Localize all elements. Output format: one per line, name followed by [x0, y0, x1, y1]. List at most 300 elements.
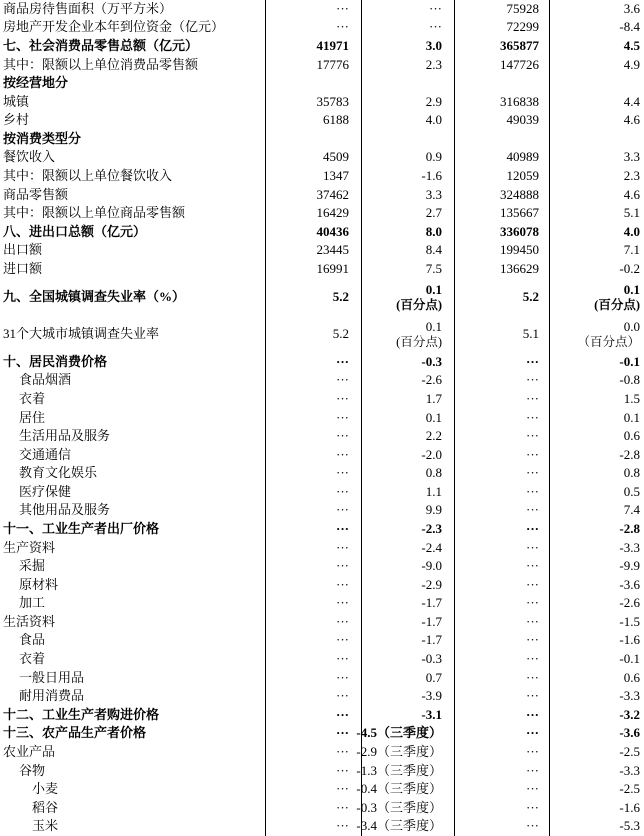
value-cell-1 [266, 93, 362, 112]
cell-value: -5.3 [619, 818, 640, 834]
table-row [0, 799, 644, 818]
cell-value: 35783 [316, 93, 349, 109]
cell-value: 49039 [506, 112, 539, 128]
cell-value: 4509 [323, 149, 349, 165]
cell-value: ··· [336, 799, 349, 815]
value-cell-2 [362, 669, 455, 688]
cell-value: ··· [336, 428, 349, 444]
row-label: 交通通信 [0, 446, 266, 465]
value-cell-1 [266, 409, 362, 428]
cell-value: ··· [526, 446, 539, 462]
table-row [0, 632, 644, 651]
cell-value: 16991 [316, 260, 349, 276]
cell-value: ··· [526, 688, 539, 704]
table-row [0, 427, 644, 446]
cell-value: ··· [336, 446, 349, 462]
value-cell-3 [455, 279, 550, 316]
cell-value: 2.3 [425, 56, 442, 72]
cell-value: ··· [526, 595, 539, 611]
value-cell-4 [550, 242, 644, 261]
row-label: 生产资料 [0, 539, 266, 558]
value-cell-2 [356, 780, 455, 799]
cell-value: ··· [336, 0, 349, 16]
cell-value: ··· [335, 521, 349, 536]
cell-value: -3.3 [619, 688, 640, 704]
value-cell-1 [266, 316, 362, 353]
value-cell-2 [362, 427, 455, 446]
table-row [0, 669, 644, 688]
value-cell-1 [266, 74, 362, 93]
value-cell-3 [455, 650, 550, 669]
row-label: 乡村 [0, 111, 266, 130]
row-label: 教育文化娱乐 [0, 464, 266, 483]
cell-value: ··· [336, 613, 349, 629]
value-cell-2 [362, 260, 455, 279]
value-cell-1 [266, 204, 362, 223]
table-row [0, 167, 644, 186]
cell-value: ··· [526, 502, 539, 518]
value-cell-3 [455, 780, 550, 799]
cell-value: ··· [526, 818, 539, 834]
row-label: 其他用品及服务 [0, 502, 266, 521]
value-cell-3 [455, 390, 550, 409]
value-cell-1 [266, 780, 362, 799]
value-cell-2 [362, 557, 455, 576]
table-row [0, 520, 644, 539]
cell-value: -0.3 [421, 651, 442, 667]
cell-value: ··· [526, 465, 539, 481]
value-cell-3 [455, 520, 550, 539]
value-cell-4 [550, 650, 644, 669]
cell-value: ··· [526, 781, 539, 797]
table-row [0, 242, 644, 261]
value-cell-2 [362, 279, 455, 316]
value-cell-4 [550, 390, 644, 409]
value-cell-2 [362, 613, 455, 632]
table-row [0, 37, 644, 56]
cell-value: 4.5 [623, 37, 640, 53]
value-cell-2 [362, 632, 455, 651]
value-cell-4 [550, 613, 644, 632]
value-cell-2 [356, 817, 455, 836]
value-cell-3 [455, 706, 550, 725]
cell-value: -1.5 [619, 613, 640, 629]
value-cell-1 [266, 167, 362, 186]
value-cell-4 [550, 204, 644, 223]
value-cell-4 [550, 409, 644, 428]
cell-value: ··· [526, 651, 539, 667]
value-cell-1 [266, 37, 362, 56]
cell-value: 0.9 [425, 149, 442, 165]
row-label: 餐饮收入 [0, 149, 266, 168]
value-cell-4 [550, 223, 644, 242]
value-cell-1 [266, 242, 362, 261]
value-cell-1 [266, 19, 362, 38]
table-row [0, 725, 644, 744]
cell-value: 5.2 [332, 325, 349, 341]
value-cell-1 [266, 483, 362, 502]
cell-value: -2.6 [619, 595, 640, 611]
cell-value: 3.6 [623, 0, 640, 16]
value-cell-4 [550, 483, 644, 502]
cell-value: 2.2 [425, 428, 442, 444]
value-cell-2 [362, 130, 455, 149]
table-row [0, 557, 644, 576]
value-cell-3 [455, 223, 550, 242]
cell-value: 4.0 [425, 112, 442, 128]
cell-value: 0.7 [425, 669, 442, 685]
value-cell-2 [362, 650, 455, 669]
value-cell-4 [550, 446, 644, 465]
cell-value: ··· [525, 353, 539, 369]
row-label: 小麦 [0, 780, 266, 799]
value-cell-2 [362, 576, 455, 595]
value-cell-2 [362, 316, 455, 353]
row-label: 采掘 [0, 557, 266, 576]
value-cell-4 [550, 186, 644, 205]
value-cell-2 [362, 19, 455, 38]
table-row [0, 0, 644, 19]
cell-value: 1.1 [425, 483, 442, 499]
cell-value: -9.9 [619, 558, 640, 574]
value-cell-4 [550, 427, 644, 446]
cell-value: 0.5 [623, 483, 640, 499]
row-label: 居住 [0, 409, 266, 428]
table-row [0, 613, 644, 632]
cell-value: -4.5（三季度） [356, 725, 442, 741]
cell-value: 0.8 [425, 465, 442, 481]
value-cell-3 [455, 539, 550, 558]
value-cell-1 [266, 464, 362, 483]
value-cell-4 [550, 372, 644, 391]
cell-value: -1.3（三季度） [356, 762, 442, 778]
value-cell-3 [455, 37, 550, 56]
cell-value: ··· [526, 743, 539, 759]
cell-value: 3.3 [425, 186, 442, 202]
cell-value: 0.1 [425, 409, 442, 425]
value-cell-4 [550, 74, 644, 93]
table-row [0, 390, 644, 409]
value-cell-3 [455, 725, 550, 744]
cell-value: 5.1 [522, 325, 539, 341]
table-row [0, 464, 644, 483]
value-cell-1 [266, 669, 362, 688]
value-cell-3 [455, 576, 550, 595]
cell-value: -0.4（三季度） [356, 781, 442, 797]
cell-value: ··· [336, 19, 349, 35]
cell-value: ··· [526, 558, 539, 574]
cell-value: 40436 [316, 223, 349, 239]
value-cell-3 [455, 149, 550, 168]
value-cell-2 [362, 520, 455, 539]
table-row [0, 502, 644, 521]
cell-value: ··· [526, 762, 539, 778]
cell-value: ··· [336, 743, 349, 759]
row-label: 十二、工业生产者购进价格 [0, 706, 266, 725]
cell-value: -1.6 [421, 168, 442, 184]
cell-value: 0.1 [425, 318, 442, 334]
cell-value: ··· [336, 781, 349, 797]
value-cell-4 [550, 167, 644, 186]
value-cell-4 [550, 260, 644, 279]
cell-value: -2.6 [421, 372, 442, 388]
value-cell-1 [266, 799, 362, 818]
value-cell-1 [266, 390, 362, 409]
table-row [0, 353, 644, 372]
cell-value: 1.5 [623, 390, 640, 406]
cell-value: 0.1 [623, 409, 640, 425]
cell-value: ··· [336, 483, 349, 499]
row-label: 十一、工业生产者出厂价格 [0, 520, 266, 539]
value-cell-3 [455, 427, 550, 446]
table-row [0, 223, 644, 242]
value-cell-3 [455, 111, 550, 130]
row-label: 八、进出口总额（亿元） [0, 223, 266, 242]
value-cell-2 [362, 223, 455, 242]
cell-value: -3.3 [619, 539, 640, 555]
cell-value: -2.9（三季度） [356, 743, 442, 759]
cell-value: -0.1 [619, 651, 640, 667]
table-row [0, 817, 644, 836]
table-row [0, 74, 644, 93]
value-cell-4 [550, 130, 644, 149]
cell-value: ··· [526, 613, 539, 629]
cell-value: ··· [336, 558, 349, 574]
cell-value: 5.2 [522, 288, 539, 304]
cell-value: 2.9 [425, 93, 442, 109]
table-row [0, 260, 644, 279]
value-cell-1 [266, 557, 362, 576]
value-cell-3 [455, 74, 550, 93]
value-cell-2 [362, 111, 455, 130]
value-cell-3 [455, 204, 550, 223]
value-cell-4 [550, 316, 644, 353]
cell-value: ··· [336, 818, 349, 834]
table-row [0, 93, 644, 112]
cell-value: -3.1 [421, 706, 442, 722]
value-cell-3 [455, 260, 550, 279]
value-cell-3 [455, 464, 550, 483]
cell-value: 40989 [506, 149, 539, 165]
row-label: 生活资料 [0, 613, 266, 632]
value-cell-4 [550, 743, 644, 762]
value-cell-2 [362, 56, 455, 75]
value-cell-1 [266, 186, 362, 205]
value-cell-1 [266, 632, 362, 651]
cell-value: -1.7 [421, 632, 442, 648]
cell-value: 72299 [506, 19, 539, 35]
cell-value: -2.5 [619, 743, 640, 759]
value-cell-3 [455, 762, 550, 781]
cell-value: ··· [336, 539, 349, 555]
value-cell-3 [455, 372, 550, 391]
cell-value: 136629 [500, 260, 539, 276]
table-row [0, 372, 644, 391]
value-cell-1 [266, 56, 362, 75]
cell-value: ··· [525, 706, 539, 722]
cell-value: 365877 [500, 37, 539, 53]
cell-value: ··· [526, 539, 539, 555]
value-cell-2 [362, 0, 455, 19]
value-cell-2 [356, 799, 455, 818]
value-cell-2 [362, 539, 455, 558]
value-cell-4 [550, 502, 644, 521]
value-cell-4 [550, 539, 644, 558]
cell-value: -0.3 [421, 353, 442, 369]
table-row [0, 56, 644, 75]
value-cell-2 [362, 167, 455, 186]
cell-value: -3.2 [619, 706, 640, 722]
row-label: 其中：限额以上单位餐饮收入 [0, 167, 266, 186]
cell-value: -2.8 [619, 521, 640, 536]
cell-unit-note: (百分点) [396, 297, 442, 312]
table-row [0, 762, 644, 781]
cell-value: -2.3 [421, 521, 442, 536]
value-cell-3 [455, 613, 550, 632]
value-cell-1 [266, 613, 362, 632]
row-label: 十、居民消费价格 [0, 353, 266, 372]
value-cell-2 [362, 502, 455, 521]
table-row [0, 687, 644, 706]
cell-value: 0.1 [623, 281, 640, 297]
value-cell-3 [455, 502, 550, 521]
value-cell-1 [266, 446, 362, 465]
value-cell-1 [266, 130, 362, 149]
value-cell-2 [362, 149, 455, 168]
value-cell-2 [362, 390, 455, 409]
cell-value: 75928 [506, 0, 539, 16]
row-label: 谷物 [0, 762, 266, 781]
cell-value: ··· [336, 669, 349, 685]
table-row [0, 279, 644, 316]
cell-value: -8.4 [619, 19, 640, 35]
cell-value: ··· [336, 651, 349, 667]
row-label: 耐用消费品 [0, 687, 266, 706]
value-cell-3 [455, 799, 550, 818]
value-cell-2 [356, 762, 455, 781]
cell-value: 0.1 [425, 281, 442, 297]
value-cell-4 [550, 799, 644, 818]
table-row [0, 539, 644, 558]
value-cell-3 [455, 557, 550, 576]
value-cell-2 [356, 725, 455, 744]
value-cell-1 [266, 650, 362, 669]
value-cell-1 [266, 576, 362, 595]
table-row [0, 186, 644, 205]
cell-value: -3.4（三季度） [356, 818, 442, 834]
cell-value: 9.9 [425, 502, 442, 518]
cell-value: -0.1 [619, 353, 640, 369]
value-cell-2 [362, 37, 455, 56]
cell-value: ··· [335, 706, 349, 722]
cell-value: 0.6 [623, 428, 640, 444]
cell-value: 7.1 [623, 242, 640, 258]
value-cell-2 [362, 595, 455, 614]
cell-value: -0.8 [619, 372, 640, 388]
row-label: 商品房待售面积（万平方米） [0, 0, 266, 19]
row-label: 食品 [0, 632, 266, 651]
cell-value: -3.6 [619, 576, 640, 592]
row-label: 农业产品 [0, 743, 266, 762]
cell-value: ··· [335, 725, 349, 741]
table-row [0, 19, 644, 38]
cell-value: 6188 [323, 112, 349, 128]
cell-value: ··· [336, 595, 349, 611]
value-cell-3 [455, 186, 550, 205]
cell-value: -3.9 [421, 688, 442, 704]
value-cell-4 [550, 37, 644, 56]
value-cell-2 [362, 74, 455, 93]
cell-value: ··· [525, 725, 539, 741]
row-label: 加工 [0, 595, 266, 614]
cell-value: ··· [335, 353, 349, 369]
cell-value: ··· [336, 409, 349, 425]
cell-unit-note: （百分点） [577, 334, 640, 349]
cell-value: 7.5 [425, 260, 442, 276]
cell-value: -0.3（三季度） [356, 799, 442, 815]
table-row [0, 483, 644, 502]
value-cell-4 [550, 780, 644, 799]
cell-value: ··· [336, 372, 349, 388]
value-cell-4 [550, 557, 644, 576]
row-label: 其中：限额以上单位商品零售额 [0, 204, 266, 223]
row-label: 城镇 [0, 93, 266, 112]
value-cell-2 [362, 93, 455, 112]
value-cell-3 [455, 316, 550, 353]
cell-value: 5.2 [332, 288, 349, 304]
cell-value: 16429 [316, 205, 349, 221]
table-row [0, 595, 644, 614]
cell-unit-note: (百分点) [594, 297, 640, 312]
cell-value: 336078 [500, 223, 539, 239]
cell-value: ··· [526, 409, 539, 425]
value-cell-3 [455, 632, 550, 651]
cell-value: 135667 [500, 205, 539, 221]
row-label: 商品零售额 [0, 186, 266, 205]
value-cell-2 [362, 242, 455, 261]
value-cell-1 [266, 111, 362, 130]
table-row [0, 650, 644, 669]
value-cell-2 [362, 706, 455, 725]
table-row [0, 316, 644, 353]
table-row [0, 576, 644, 595]
cell-value: 1.7 [425, 390, 442, 406]
cell-value: 324888 [500, 186, 539, 202]
cell-value: ··· [336, 762, 349, 778]
cell-value: 37462 [316, 186, 349, 202]
value-cell-3 [455, 56, 550, 75]
row-label: 十三、农产品生产者价格 [0, 725, 266, 744]
cell-value: 316838 [500, 93, 539, 109]
row-label: 出口额 [0, 242, 266, 261]
cell-value: 0.0 [623, 318, 640, 334]
row-label: 按消费类型分 [0, 130, 266, 149]
value-cell-1 [266, 427, 362, 446]
cell-value: -3.6 [619, 725, 640, 741]
cell-value: -2.9 [421, 576, 442, 592]
value-cell-4 [550, 279, 644, 316]
row-label: 一般日用品 [0, 669, 266, 688]
cell-value: -3.3 [619, 762, 640, 778]
cell-value: 4.6 [623, 186, 640, 202]
table-row [0, 446, 644, 465]
cell-value: -1.6 [619, 799, 640, 815]
value-cell-4 [550, 520, 644, 539]
cell-value: ··· [526, 428, 539, 444]
cell-value: ··· [336, 502, 349, 518]
cell-value: ··· [526, 390, 539, 406]
value-cell-3 [455, 743, 550, 762]
